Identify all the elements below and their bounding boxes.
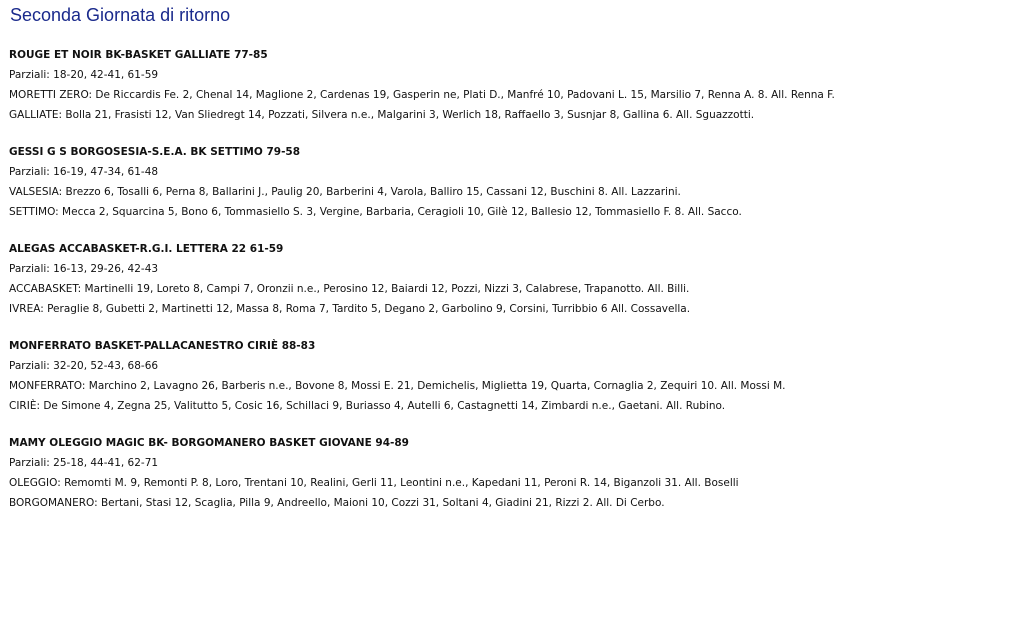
game-parziali: Parziali: 16-19, 47-34, 61-48 xyxy=(9,166,159,178)
away-team-scorers: GALLIATE: Bolla 21, Frasisti 12, Van Sliedregt 14, Pozzati, Silvera n.e., Malgarini 3, Werlich 18, Raffaello 3, Susnjar 8, Gallina 6. All. Sguazzotti. xyxy=(9,109,755,121)
away-team-scorers: IVREA: Peraglie 8, Gubetti 2, Martinetti 12, Massa 8, Roma 7, Tardito 5, Degano 2, Garbolino 9, Corsini, Turribbio 6 All. Cossavella. xyxy=(9,303,691,315)
game-block xyxy=(9,336,1009,416)
game-title: MONFERRATO BASKET-PALLACANESTRO CIRIÈ 88-83 xyxy=(9,340,316,352)
home-team-scorers: VALSESIA: Brezzo 6, Tosalli 6, Perna 8, Ballarini J., Paulig 20, Barberini 4, Varola, Balliro 15, Cassani 12, Buschini 8. All. Lazzarini. xyxy=(9,186,681,198)
game-title: GESSI G S BORGOSESIA-S.E.A. BK SETTIMO 79-58 xyxy=(9,146,301,158)
home-team-scorers: MORETTI ZERO: De Riccardis Fe. 2, Chenal 14, Maglione 2, Cardenas 19, Gasperin ne, Plati D., Manfré 10, Padovani L. 15, Marsilio 7, Renna A. 8. All. Renna F. xyxy=(9,89,835,101)
home-team-scorers: OLEGGIO: Remomti M. 9, Remonti P. 8, Loro, Trentani 10, Realini, Gerli 11, Leontini n.e., Kapedani 11, Peroni R. 14, Biganzoli 31. All. Boselli xyxy=(9,477,739,489)
away-team-scorers: CIRIÈ: De Simone 4, Zegna 25, Valitutto 5, Cosic 16, Schillaci 9, Buriasso 4, Autelli 6, Castagnetti 14, Zimbardi n.e., Gaetani. All. Rubino. xyxy=(9,400,726,412)
game-parziali: Parziali: 25-18, 44-41, 62-71 xyxy=(9,457,159,469)
games-list xyxy=(9,45,1009,530)
page-title: Seconda Giornata di ritorno xyxy=(10,5,231,25)
away-team-scorers: BORGOMANERO: Bertani, Stasi 12, Scaglia, Pilla 9, Andreello, Maioni 10, Cozzi 31, Soltani 4, Giadini 21, Rizzi 2. All. Di Cerbo. xyxy=(9,497,665,509)
game-block xyxy=(9,239,1009,319)
game-title: ALEGAS ACCABASKET-R.G.I. LETTERA 22 61-59 xyxy=(9,243,284,255)
away-team-scorers: SETTIMO: Mecca 2, Squarcina 5, Bono 6, Tommasiello S. 3, Vergine, Barbaria, Ceragioli 10, Gilè 12, Ballesio 12, Tommasiello F. 8. All. Sacco. xyxy=(9,206,742,218)
home-team-scorers: MONFERRATO: Marchino 2, Lavagno 26, Barberis n.e., Bovone 8, Mossi E. 21, Demichelis, Miglietta 19, Quarta, Cornaglia 2, Zequiri 10. All. Mossi M. xyxy=(9,380,786,392)
game-title: MAMY OLEGGIO MAGIC BK- BORGOMANERO BASKET GIOVANE 94-89 xyxy=(9,437,409,449)
game-block xyxy=(9,433,1009,513)
game-parziali: Parziali: 32-20, 52-43, 68-66 xyxy=(9,360,159,372)
game-parziali: Parziali: 16-13, 29-26, 42-43 xyxy=(9,263,159,275)
game-block xyxy=(9,142,1009,222)
home-team-scorers: ACCABASKET: Martinelli 19, Loreto 8, Campi 7, Oronzii n.e., Perosino 12, Baiardi 12, Pozzi, Nizzi 3, Calabrese, Trapanotto. All. Billi. xyxy=(9,283,690,295)
game-title: ROUGE ET NOIR BK-BASKET GALLIATE 77-85 xyxy=(9,49,268,61)
game-block xyxy=(9,45,1009,125)
game-parziali: Parziali: 18-20, 42-41, 61-59 xyxy=(9,69,159,81)
